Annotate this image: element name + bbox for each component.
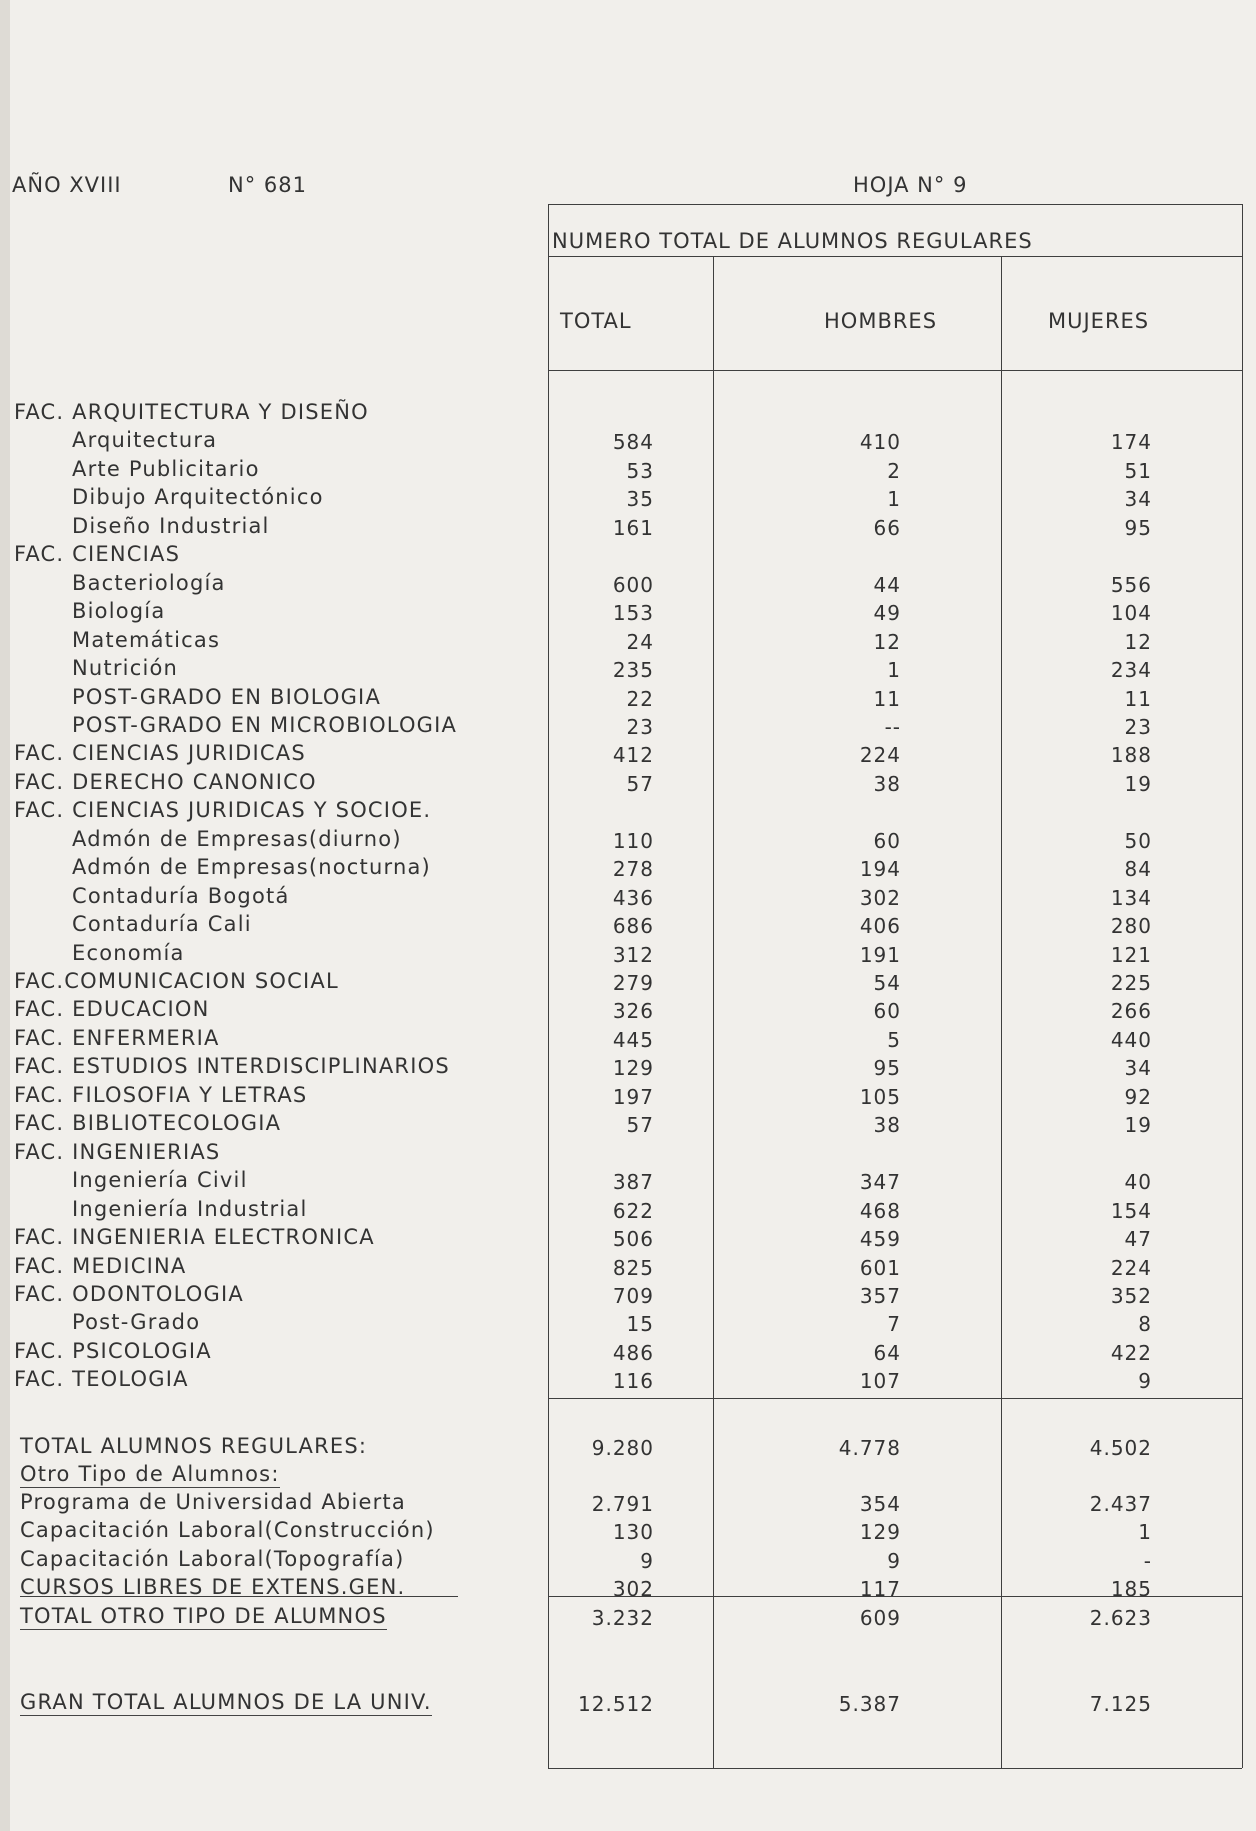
row-hombres-value: 49 xyxy=(873,601,901,625)
row-label: FAC. BIBLIOTECOLOGIA xyxy=(14,1111,282,1135)
row-mujeres-value: 19 xyxy=(1124,1113,1152,1137)
row-hombres-value: 54 xyxy=(873,971,901,995)
row-total-value: 825 xyxy=(612,1256,654,1280)
other-row-hombres-value: 9 xyxy=(887,1549,901,1573)
row-hombres-value: 44 xyxy=(873,573,901,597)
row-total-value: 35 xyxy=(626,487,654,511)
row-total-value: 23 xyxy=(626,715,654,739)
total-regular-mujeres: 4.502 xyxy=(1089,1436,1152,1460)
row-hombres-value: 11 xyxy=(873,687,901,711)
row-mujeres-value: 47 xyxy=(1124,1227,1152,1251)
other-row-mujeres-value: 1 xyxy=(1138,1520,1152,1544)
row-hombres-value: 12 xyxy=(873,630,901,654)
column-header-total: TOTAL xyxy=(560,309,632,333)
row-total-value: 278 xyxy=(612,857,654,881)
grand-total-mujeres: 7.125 xyxy=(1089,1692,1152,1716)
row-mujeres-value: 34 xyxy=(1124,1056,1152,1080)
row-mujeres-value: 266 xyxy=(1110,999,1152,1023)
other-row-hombres-value: 129 xyxy=(859,1520,901,1544)
row-mujeres-value: 352 xyxy=(1110,1284,1152,1308)
other-row-mujeres-value: - xyxy=(1143,1549,1152,1573)
other-row-mujeres-value: 2.437 xyxy=(1089,1492,1152,1516)
other-row-total-value: 2.791 xyxy=(591,1492,654,1516)
row-label: FAC. CIENCIAS xyxy=(14,542,181,566)
row-label: Contaduría Bogotá xyxy=(72,884,290,908)
total-other-hombres: 609 xyxy=(859,1606,901,1630)
row-mujeres-value: 234 xyxy=(1110,658,1152,682)
row-label: FAC. ESTUDIOS INTERDISCIPLINARIOS xyxy=(14,1054,450,1078)
row-total-value: 110 xyxy=(612,829,654,853)
row-label: FAC. INGENIERIAS xyxy=(14,1140,221,1164)
column-header-hombres: HOMBRES xyxy=(824,309,938,333)
row-mujeres-value: 104 xyxy=(1110,601,1152,625)
row-total-value: 445 xyxy=(612,1028,654,1052)
table-bottom-border xyxy=(548,1768,1242,1769)
row-label: Biología xyxy=(72,599,166,623)
row-hombres-value: 194 xyxy=(859,857,901,881)
header-sheet: HOJA N° 9 xyxy=(853,173,968,197)
other-row-hombres-value: 354 xyxy=(859,1492,901,1516)
row-mujeres-value: 19 xyxy=(1124,772,1152,796)
row-total-value: 22 xyxy=(626,687,654,711)
row-total-value: 709 xyxy=(612,1284,654,1308)
row-total-value: 235 xyxy=(612,658,654,682)
other-row-total-value: 302 xyxy=(612,1577,654,1601)
row-label: FAC. ENFERMERIA xyxy=(14,1026,220,1050)
row-label: FAC. MEDICINA xyxy=(14,1254,187,1278)
other-total-rule xyxy=(20,1596,458,1597)
row-mujeres-value: 8 xyxy=(1138,1312,1152,1336)
row-label: FAC. ARQUITECTURA Y DISEÑO xyxy=(14,400,369,424)
row-mujeres-value: 154 xyxy=(1110,1199,1152,1223)
grand-total-hombres: 5.387 xyxy=(838,1692,901,1716)
other-total-numbers-rule xyxy=(548,1596,1242,1597)
row-total-value: 116 xyxy=(612,1369,654,1393)
row-label: FAC. PSICOLOGIA xyxy=(14,1339,212,1363)
row-label: Nutrición xyxy=(72,656,179,680)
row-total-value: 486 xyxy=(612,1341,654,1365)
row-mujeres-value: 440 xyxy=(1110,1028,1152,1052)
row-total-value: 24 xyxy=(626,630,654,654)
row-total-value: 57 xyxy=(626,1113,654,1137)
other-row-label: CURSOS LIBRES DE EXTENS.GEN. xyxy=(20,1575,406,1599)
row-total-value: 15 xyxy=(626,1312,654,1336)
row-hombres-value: 5 xyxy=(887,1028,901,1052)
row-hombres-value: 60 xyxy=(873,999,901,1023)
row-label: Arquitectura xyxy=(72,428,218,452)
row-total-value: 57 xyxy=(626,772,654,796)
row-label: FAC. EDUCACION xyxy=(14,997,210,1021)
row-hombres-value: 2 xyxy=(887,459,901,483)
row-total-value: 153 xyxy=(612,601,654,625)
row-hombres-value: 1 xyxy=(887,487,901,511)
column-divider-2 xyxy=(1001,256,1002,1768)
row-label: Post-Grado xyxy=(72,1310,201,1334)
row-label: Matemáticas xyxy=(72,628,221,652)
row-hombres-value: 38 xyxy=(873,772,901,796)
row-hombres-value: 38 xyxy=(873,1113,901,1137)
title-bottom-border xyxy=(548,256,1242,257)
row-total-value: 387 xyxy=(612,1170,654,1194)
row-hombres-value: 347 xyxy=(859,1170,901,1194)
row-mujeres-value: 280 xyxy=(1110,914,1152,938)
row-label: Bacteriología xyxy=(72,571,226,595)
header-year: AÑO XVIII xyxy=(12,173,122,197)
other-row-total-value: 9 xyxy=(640,1549,654,1573)
row-mujeres-value: 188 xyxy=(1110,743,1152,767)
row-label: FAC. INGENIERIA ELECTRONICA xyxy=(14,1225,375,1249)
row-label: Contaduría Cali xyxy=(72,912,252,936)
row-mujeres-value: 9 xyxy=(1138,1369,1152,1393)
row-hombres-value: 7 xyxy=(887,1312,901,1336)
other-types-heading: Otro Tipo de Alumnos: xyxy=(20,1462,280,1486)
row-hombres-value: 66 xyxy=(873,516,901,540)
total-other-total: 3.232 xyxy=(591,1606,654,1630)
grand-total-label: GRAN TOTAL ALUMNOS DE LA UNIV. xyxy=(20,1690,432,1714)
row-mujeres-value: 11 xyxy=(1124,687,1152,711)
header-number: N° 681 xyxy=(228,173,307,197)
row-hombres-value: -- xyxy=(884,715,901,739)
row-label: FAC. FILOSOFIA Y LETRAS xyxy=(14,1083,308,1107)
row-total-value: 326 xyxy=(612,999,654,1023)
row-mujeres-value: 225 xyxy=(1110,971,1152,995)
row-hombres-value: 105 xyxy=(859,1085,901,1109)
row-label: Diseño Industrial xyxy=(72,514,270,538)
page-left-edge xyxy=(0,0,10,1831)
table-left-border xyxy=(548,204,549,1768)
row-mujeres-value: 34 xyxy=(1124,487,1152,511)
row-total-value: 600 xyxy=(612,573,654,597)
total-other-mujeres: 2.623 xyxy=(1089,1606,1152,1630)
row-hombres-value: 601 xyxy=(859,1256,901,1280)
row-hombres-value: 459 xyxy=(859,1227,901,1251)
row-mujeres-value: 224 xyxy=(1110,1256,1152,1280)
row-label: Ingeniería Civil xyxy=(72,1168,248,1192)
row-label: Admón de Empresas(diurno) xyxy=(72,827,402,851)
row-mujeres-value: 40 xyxy=(1124,1170,1152,1194)
row-hombres-value: 357 xyxy=(859,1284,901,1308)
row-total-value: 622 xyxy=(612,1199,654,1223)
other-row-hombres-value: 117 xyxy=(859,1577,901,1601)
row-mujeres-value: 422 xyxy=(1110,1341,1152,1365)
row-total-value: 129 xyxy=(612,1056,654,1080)
column-header-mujeres: MUJERES xyxy=(1048,309,1150,333)
row-mujeres-value: 50 xyxy=(1124,829,1152,853)
row-label: FAC. CIENCIAS JURIDICAS Y SOCIOE. xyxy=(14,798,432,822)
row-mujeres-value: 92 xyxy=(1124,1085,1152,1109)
row-label: FAC. ODONTOLOGIA xyxy=(14,1282,244,1306)
row-label: Ingeniería Industrial xyxy=(72,1197,308,1221)
table-right-border xyxy=(1242,204,1243,1768)
row-hombres-value: 468 xyxy=(859,1199,901,1223)
total-regular-total: 9.280 xyxy=(591,1436,654,1460)
row-total-value: 279 xyxy=(612,971,654,995)
other-row-label: Capacitación Laboral(Construcción) xyxy=(20,1518,435,1542)
row-label: Dibujo Arquitectónico xyxy=(72,485,324,509)
row-total-value: 312 xyxy=(612,943,654,967)
table-title: NUMERO TOTAL DE ALUMNOS REGULARES xyxy=(552,229,1033,253)
row-hombres-value: 410 xyxy=(859,430,901,454)
row-mujeres-value: 174 xyxy=(1110,430,1152,454)
row-label: Economía xyxy=(72,941,185,965)
row-total-value: 53 xyxy=(626,459,654,483)
row-mujeres-value: 95 xyxy=(1124,516,1152,540)
row-hombres-value: 406 xyxy=(859,914,901,938)
row-mujeres-value: 84 xyxy=(1124,857,1152,881)
total-separator-line xyxy=(548,1398,1242,1399)
row-mujeres-value: 23 xyxy=(1124,715,1152,739)
row-label: Arte Publicitario xyxy=(72,457,260,481)
row-hombres-value: 60 xyxy=(873,829,901,853)
row-label: POST-GRADO EN MICROBIOLOGIA xyxy=(72,713,458,737)
row-label: FAC. DERECHO CANONICO xyxy=(14,770,317,794)
row-total-value: 161 xyxy=(612,516,654,540)
row-mujeres-value: 12 xyxy=(1124,630,1152,654)
row-label: Admón de Empresas(nocturna) xyxy=(72,855,431,879)
header-bottom-border xyxy=(548,370,1242,371)
total-regular-label: TOTAL ALUMNOS REGULARES: xyxy=(20,1434,368,1458)
table-top-border xyxy=(548,204,1242,205)
grand-total-total: 12.512 xyxy=(578,1692,654,1716)
row-total-value: 584 xyxy=(612,430,654,454)
row-total-value: 506 xyxy=(612,1227,654,1251)
row-hombres-value: 64 xyxy=(873,1341,901,1365)
row-label: FAC.COMUNICACION SOCIAL xyxy=(14,969,339,993)
row-label: FAC. CIENCIAS JURIDICAS xyxy=(14,741,306,765)
total-regular-hombres: 4.778 xyxy=(838,1436,901,1460)
row-hombres-value: 302 xyxy=(859,886,901,910)
column-divider-1 xyxy=(713,256,714,1768)
row-hombres-value: 1 xyxy=(887,658,901,682)
row-total-value: 436 xyxy=(612,886,654,910)
row-hombres-value: 224 xyxy=(859,743,901,767)
row-hombres-value: 191 xyxy=(859,943,901,967)
total-other-label: TOTAL OTRO TIPO DE ALUMNOS xyxy=(20,1604,387,1628)
row-hombres-value: 95 xyxy=(873,1056,901,1080)
row-label: FAC. TEOLOGIA xyxy=(14,1367,189,1391)
row-total-value: 412 xyxy=(612,743,654,767)
row-label: POST-GRADO EN BIOLOGIA xyxy=(72,685,382,709)
row-mujeres-value: 556 xyxy=(1110,573,1152,597)
other-row-label: Capacitación Laboral(Topografía) xyxy=(20,1547,405,1571)
other-row-mujeres-value: 185 xyxy=(1110,1577,1152,1601)
other-row-label: Programa de Universidad Abierta xyxy=(20,1490,406,1514)
row-total-value: 197 xyxy=(612,1085,654,1109)
row-hombres-value: 107 xyxy=(859,1369,901,1393)
row-mujeres-value: 51 xyxy=(1124,459,1152,483)
row-mujeres-value: 121 xyxy=(1110,943,1152,967)
row-total-value: 686 xyxy=(612,914,654,938)
row-mujeres-value: 134 xyxy=(1110,886,1152,910)
other-row-total-value: 130 xyxy=(612,1520,654,1544)
